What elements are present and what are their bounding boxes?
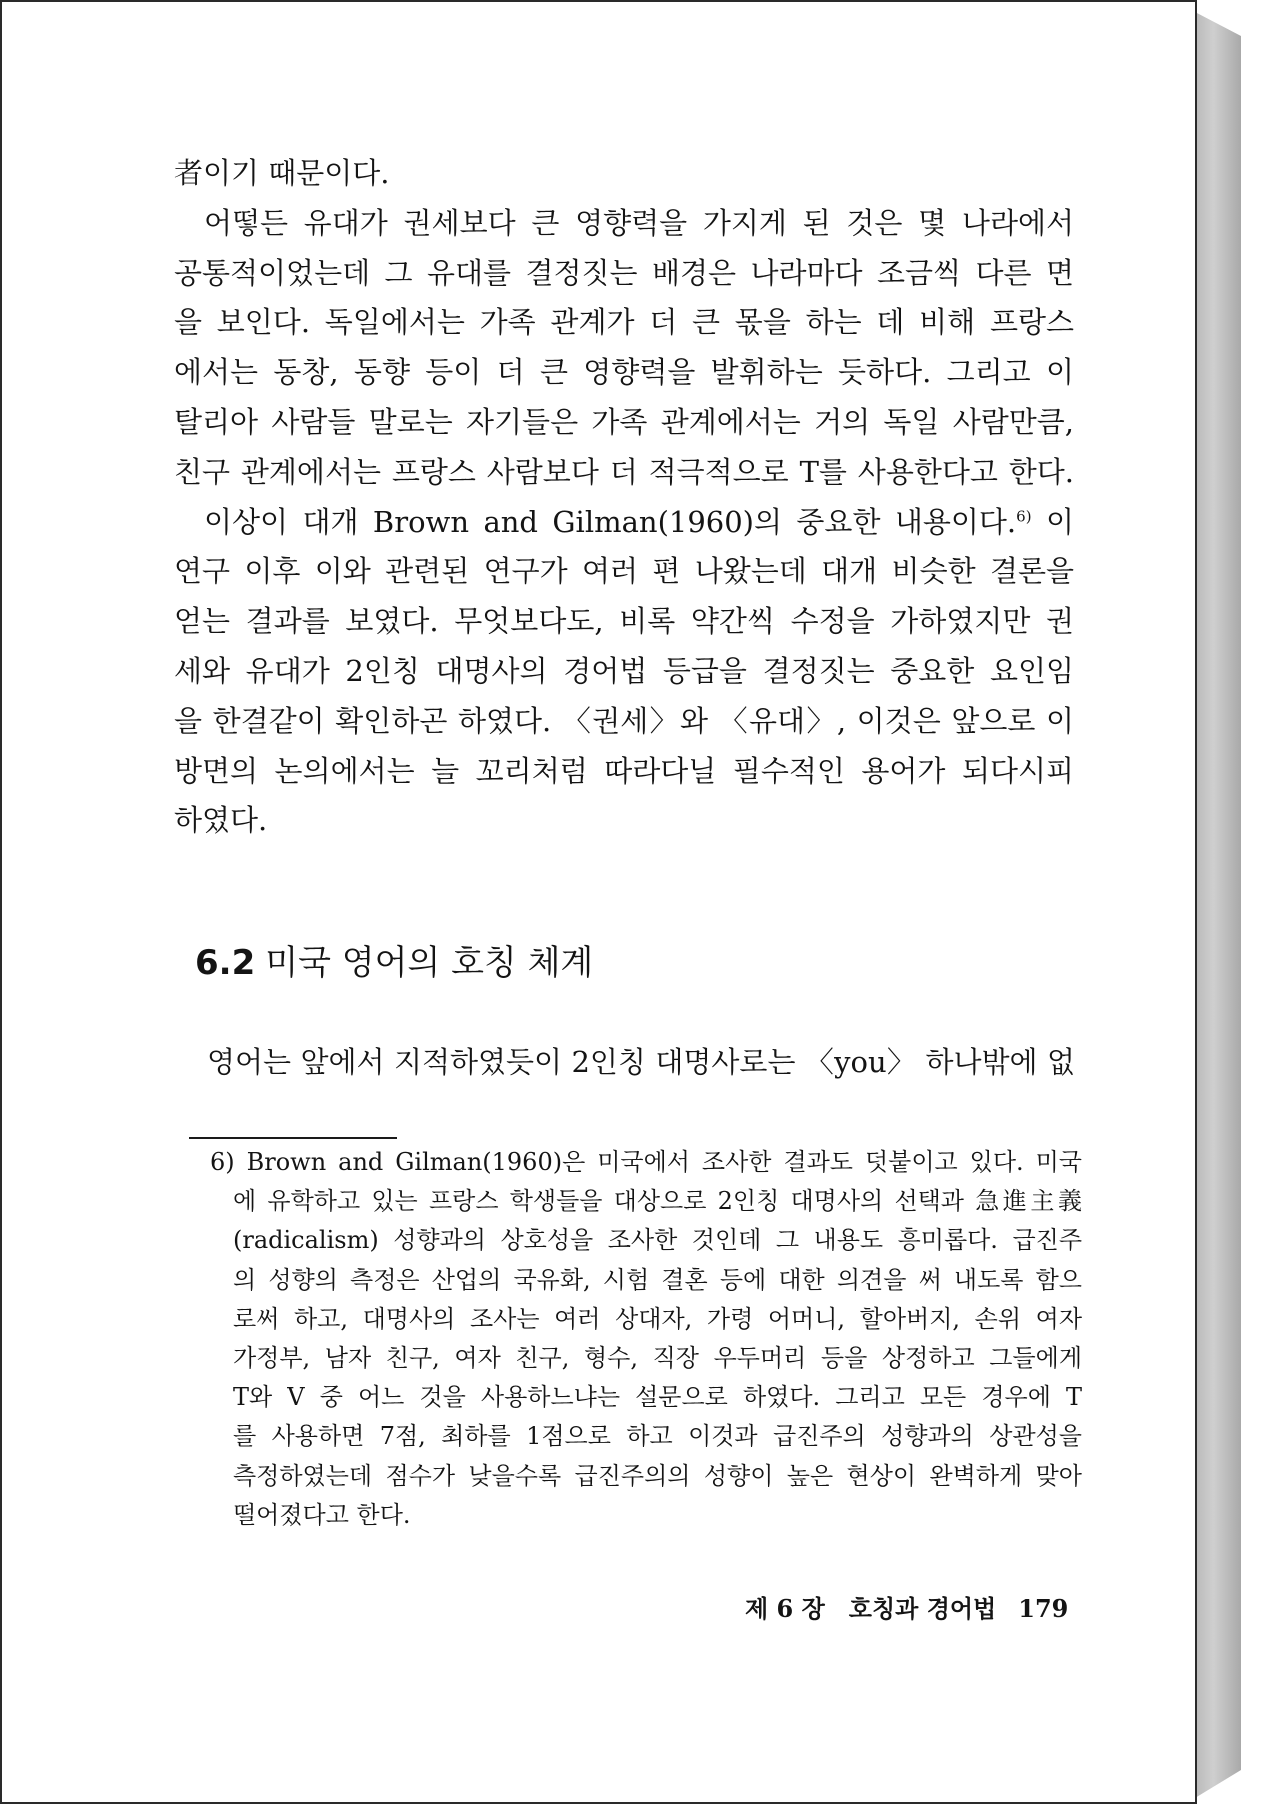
footnote-line: 로써 하고, 대명사의 조사는 여러 상대자, 가령 어머니, 할아버지, 손위 여자 xyxy=(233,1304,1082,1333)
footnote-marker: 6) xyxy=(210,1148,235,1176)
footnote-line: (radicalism) 성향과의 상호성을 조사한 것인데 그 내용도 흥미롭다. 급진주 xyxy=(233,1226,1082,1255)
paragraph-line: 방면의 논의에서는 늘 꼬리처럼 따라다닐 필수적인 용어가 되다시피 xyxy=(174,753,1074,788)
paragraph-line-text: 이 xyxy=(1045,504,1074,539)
paragraph-line: 연구 이후 이와 관련된 연구가 여러 편 나왔는데 대개 비슷한 결론을 xyxy=(174,554,1074,589)
book-page-edges xyxy=(1195,8,1241,1798)
footnote-divider xyxy=(189,1137,397,1139)
footnote-line: 에 유학하고 있는 프랑스 학생들을 대상으로 2인칭 대명사의 선택과 急進主義 xyxy=(233,1187,1082,1216)
chapter-label: 제 6 장 xyxy=(745,1594,825,1623)
paragraph-line: 을 한결같이 확인하곤 하였다. 〈권세〉와 〈유대〉, 이것은 앞으로 이 xyxy=(174,703,1074,738)
paragraph-line: 者이기 때문이다. xyxy=(174,156,390,190)
section-first-line: 영어는 앞에서 지적하였듯이 2인칭 대명사로는 〈you〉 하나밖에 없 xyxy=(207,1045,1075,1079)
paragraph-line: 탈리아 사람들 말로는 자기들은 가족 관계에서는 거의 독일 사람만큼, xyxy=(174,404,1074,439)
paragraph-line: 세와 유대가 2인칭 대명사의 경어법 등급을 결정짓는 중요한 요인임 xyxy=(174,653,1074,688)
paragraph-line: 공통적이었는데 그 유대를 결정짓는 배경은 나라마다 조금씩 다른 면 xyxy=(174,255,1074,290)
footnote-line: 떨어졌다고 한다. xyxy=(233,1500,411,1529)
body-text xyxy=(174,149,1074,846)
footnote-line: 의 성향의 측정은 산업의 국유화, 시험 결혼 등에 대한 의견을 써 내도록 함으 xyxy=(233,1265,1082,1294)
paragraph-line-with-footnote xyxy=(174,498,1074,548)
footnote-line-text: Brown and Gilman(1960)은 미국에서 조사한 결과도 덧붙이고 있다. 미국 xyxy=(246,1148,1082,1176)
paragraph-line: 을 보인다. 독일에서는 가족 관계가 더 큰 몫을 하는 데 비해 프랑스 xyxy=(174,305,1074,340)
section-number: 6.2 xyxy=(195,943,256,983)
section-title: 미국 영어의 호칭 체계 xyxy=(265,943,594,983)
section-heading xyxy=(195,935,593,991)
paragraph-line: 에서는 동창, 동향 등이 더 큰 영향력을 발휘하는 듯하다. 그리고 이 xyxy=(174,355,1074,390)
running-footer xyxy=(745,1591,1069,1627)
paragraph-line: 친구 관계에서는 프랑스 사람보다 더 적극적으로 T를 사용한다고 한다. xyxy=(174,454,1074,489)
paragraph-line-text: 이상이 대개 Brown and Gilman(1960)의 중요한 내용이다. xyxy=(204,504,1017,539)
paragraph-line: 얻는 결과를 보였다. 무엇보다도, 비록 약간씩 수정을 가하였지만 권 xyxy=(174,604,1074,639)
paragraph-line: 하였다. xyxy=(174,803,268,838)
footnote-line: 가정부, 남자 친구, 여자 친구, 형수, 직장 우두머리 등을 상정하고 그들에게 xyxy=(233,1343,1082,1372)
footnote-line: 를 사용하면 7점, 최하를 1점으로 하고 이것과 급진주의 성향과의 상관성을 xyxy=(233,1422,1082,1451)
footnote-line: T와 V 중 어느 것을 사용하느냐는 설문으로 하였다. 그리고 모든 경우에 T xyxy=(233,1383,1082,1412)
footnote-reference[interactable]: 6) xyxy=(1016,506,1032,525)
paragraph-line: 어떻든 유대가 권세보다 큰 영향력을 가지게 된 것은 몇 나라에서 xyxy=(204,205,1074,240)
footnote-line xyxy=(210,1143,1082,1182)
footnote xyxy=(210,1143,1082,1535)
chapter-title: 호칭과 경어법 xyxy=(848,1594,997,1623)
page-number: 179 xyxy=(1018,1594,1069,1623)
footnote-line: 측정하였는데 점수가 낮을수록 급진주의의 성향이 높은 현상이 완벽하게 맞아 xyxy=(233,1461,1082,1490)
